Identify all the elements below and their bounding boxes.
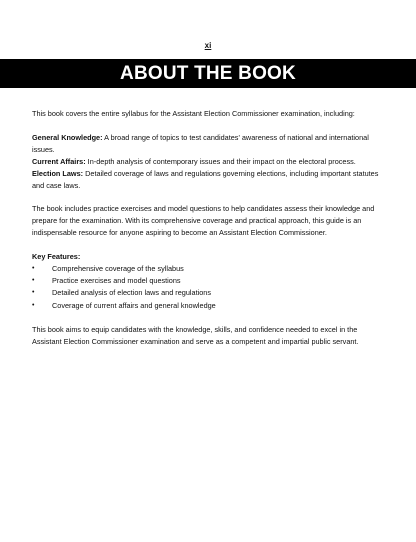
key-features-list bbox=[32, 263, 387, 312]
bullet-icon: • bbox=[32, 301, 35, 309]
list-item bbox=[32, 263, 387, 275]
topic-item bbox=[32, 132, 387, 156]
topics-list bbox=[32, 132, 387, 192]
practice-paragraph: The book includes practice exercises and model questions to help candidates assess their knowledge and prepare for the examination. With its comprehensive coverage and practical approach, this guide is an indispensable resource for anyone aspiring to become an Assistant Election Commissioner. bbox=[32, 204, 375, 238]
topic-item bbox=[32, 156, 387, 168]
list-item-text: Detailed analysis of election laws and regulations bbox=[52, 288, 212, 298]
intro-paragraph: This book covers the entire syllabus for the Assistant Election Commissioner examination, including: bbox=[32, 109, 355, 118]
bullet-icon: • bbox=[32, 277, 35, 285]
topic-label: General Knowledge: bbox=[32, 132, 103, 142]
list-item-text: Comprehensive coverage of the syllabus bbox=[52, 264, 184, 274]
topic-item bbox=[32, 168, 387, 192]
page-title: ABOUT THE BOOK bbox=[0, 59, 416, 88]
list-item bbox=[32, 287, 387, 299]
bullet-icon: • bbox=[32, 289, 35, 297]
topic-text: In-depth analysis of contemporary issues and their impact on the electoral process. bbox=[85, 156, 356, 166]
key-features-heading: Key Features: bbox=[32, 252, 81, 262]
topic-label: Election Laws: bbox=[32, 168, 84, 178]
list-item bbox=[32, 275, 387, 287]
bullet-icon: • bbox=[32, 265, 35, 273]
book-description bbox=[32, 108, 387, 348]
list-item-text: Practice exercises and model questions bbox=[52, 276, 181, 286]
topic-text: Detailed coverage of laws and regulations governing elections, including important statutes and case laws. bbox=[32, 168, 379, 190]
topic-label: Current Affairs: bbox=[32, 156, 86, 166]
topic-text: A broad range of topics to test candidates' awareness of national and international issues. bbox=[32, 132, 369, 154]
closing-paragraph: This book aims to equip candidates with the knowledge, skills, and confidence needed to excel in the Assistant Election Commissioner examination and serve as a competent and impartial public servant. bbox=[32, 324, 359, 346]
page-number: xi bbox=[204, 41, 212, 50]
list-item-text: Coverage of current affairs and general knowledge bbox=[52, 300, 216, 310]
list-item bbox=[32, 300, 387, 312]
